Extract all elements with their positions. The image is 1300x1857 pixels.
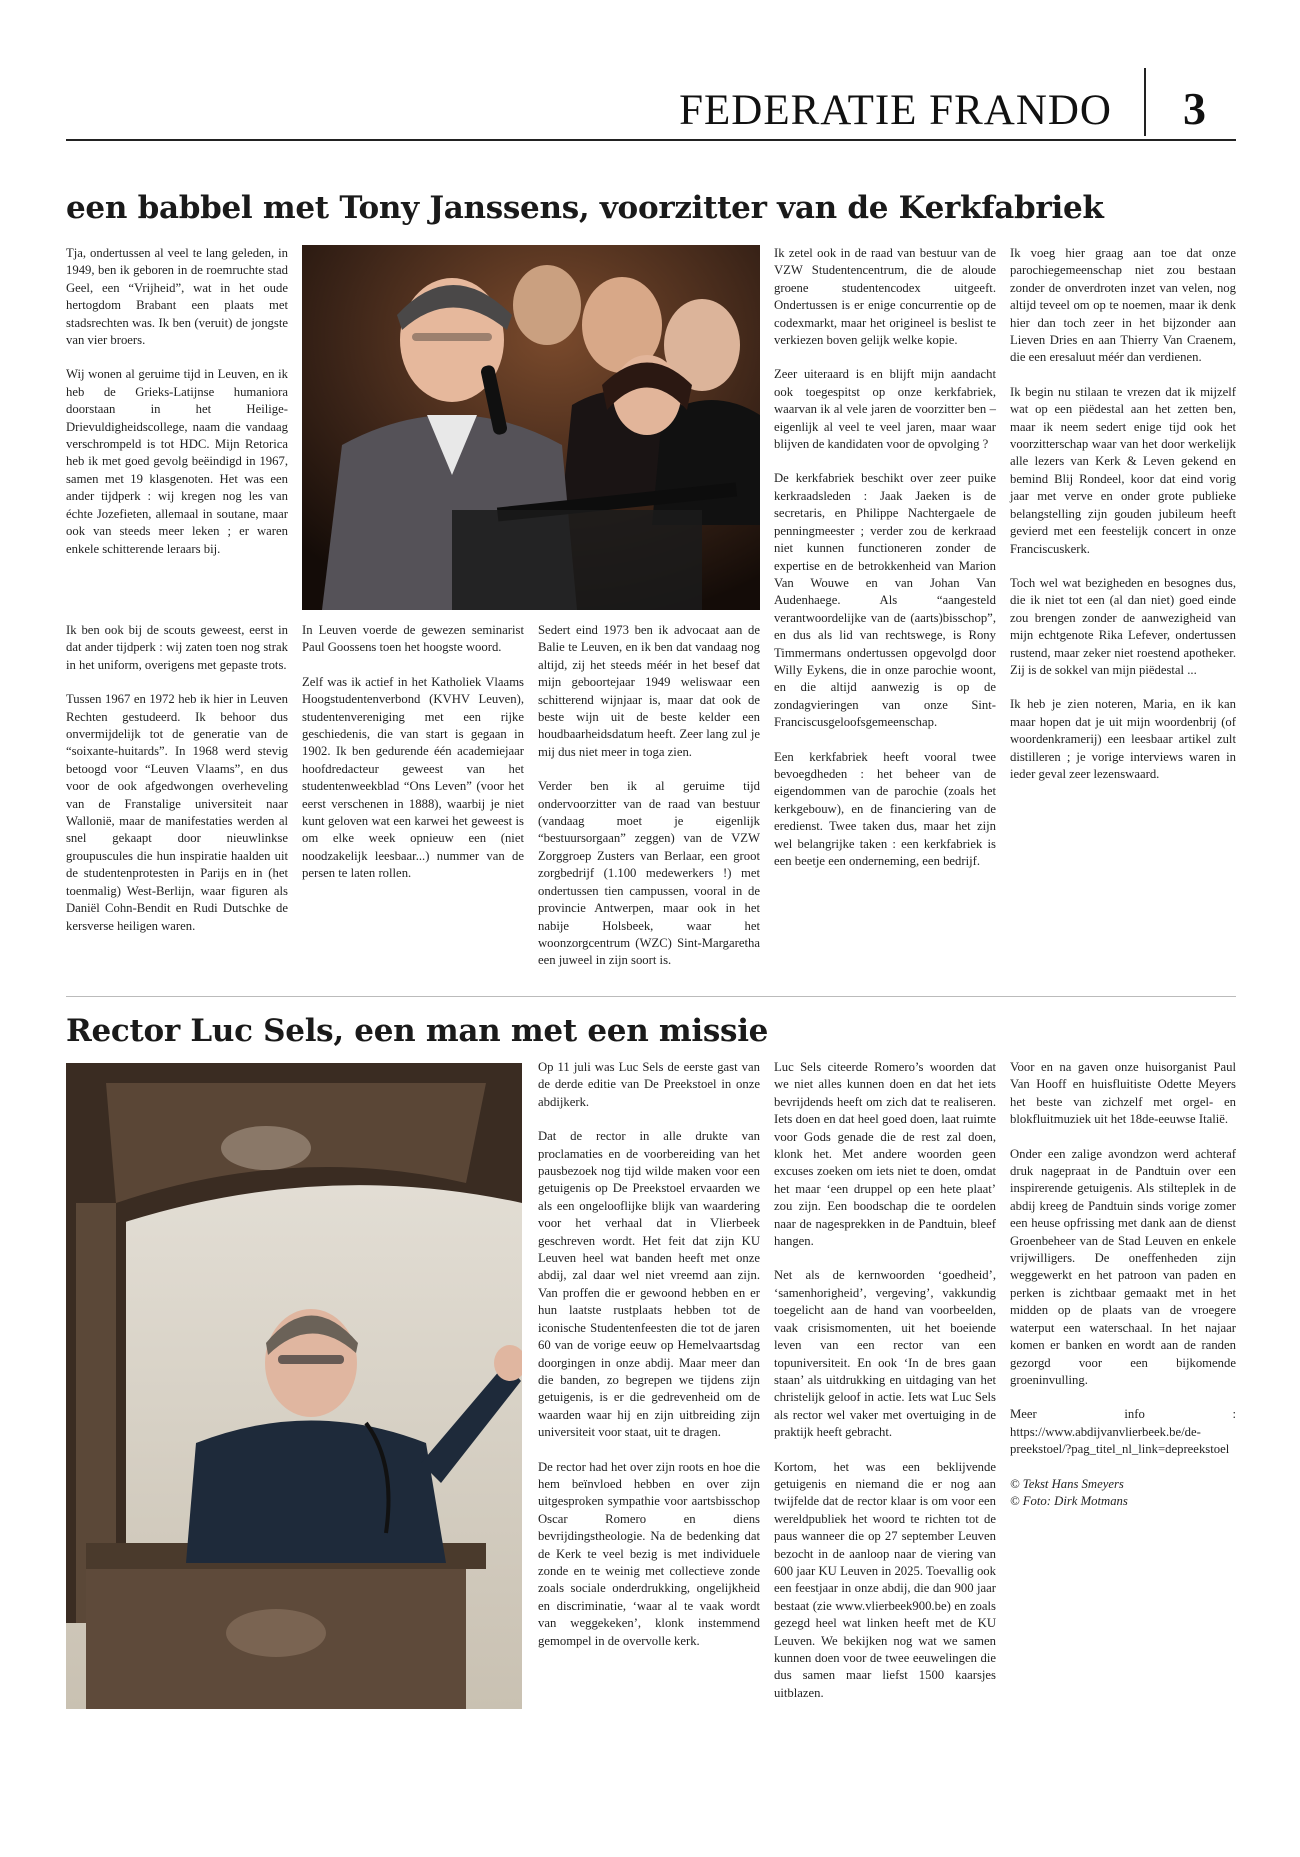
article-1-headline: een babbel met Tony Janssens, voorzitter van de Kerkfabriek [66,190,1104,226]
article-1-column-5 [1010,245,1236,783]
section-divider [66,996,1236,997]
choir-photo-illustration [302,245,760,610]
paragraph: De kerkfabriek beschikt over zeer puike kerkraadsleden : Jaak Jaeken is de secretaris, en Philippe Nachtergaele de penningmeester ; verder zou de kerkraad niet kunnen functioneren zonder de expertise en de betrokkenheid van Marion Van Wouwe en van Johan Van Audenhaege. Als “aangesteld verantwoordelijke van de (aarts)bisschop”, en dus als lid van rechtswege, is Rony Timmermans ondertussen opgevolgd door Willy Eykens, die in onze parochie woont, en die altijd aanwezig is op de zondagvieringen van onze Sint-Franciscusgeloofsgemeenschap. [774,471,996,730]
article-2-column-3 [774,1059,996,1702]
photo-luc-sels-pulpit [66,1063,522,1709]
article-2-headline: Rector Luc Sels, een man met een missie [66,1013,769,1049]
paragraph: Een kerkfabriek heeft vooral twee bevoegdheden : het beheer van de eigendommen van de parochie (zoals het kerkgebouw), en de financiering van de eredienst. Twee taken dus, maar het zijn wel belangrijke taken : een kerkfabriek is een beetje een onderneming, een bedrijf. [774,749,996,868]
article-2-column-2 [538,1059,760,1650]
masthead-divider [1144,68,1146,136]
paragraph: In Leuven voerde de gewezen seminarist Paul Goossens toen het hoogste woord. [302,623,524,655]
paragraph: Onder een zalige avondzon werd achteraf druk nagepraat in de Pandtuin over een inspirerende getuigenis. Als stilteplek in de abdij kreeg de Pandtuin sinds vorige zomer een heuse opfrissing met dank aan de dienst Groenbeheer van de Stad Leuven en enkele vrijwilligers. De oneffenheden zijn weggewerkt en het patroon van paden en perken is zichtbaar gemaakt met in het midden op de plaats van de vroegere waterput een waterschaal. In het najaar komen er banken en wordt aan de randen gezorgd voor een bijkomende groeninvulling. [1010,1146,1236,1387]
paragraph: Wij wonen al geruime tijd in Leuven, en ik heb de Grieks-Latijnse humaniora doorstaan in het Heilige-Drievuldigheidscollege, naam die vandaag verschrompeld is tot HDC. Mijn Retorica heb ik met goed gevolg beëindigd in 1967, samen met 19 klasgenoten. Het was een ander tijdperk : wij kregen nog les van échte Jozefieten, allemaal in soutane, maar ook van steeds meer leken ; er waren enkele schitterende leraars bij. [66,367,288,556]
paragraph: Dat de rector in alle drukte van proclamaties en de voorbereiding van het pausbezoek nog tijd wilde maken voor een getuigenis op De Preekstoel ervaarden we als een ongelooflijke blijk van waardering voor het verhaal dat in Vlierbeek geschreven wordt. Het feit dat zijn KU Leuven heel wat banden heeft met onze abdij, zal daar wel niet vreemd aan zijn. Van proffen die er gewoond hebben en er hun laatste rustplaats hebben tot de iconische Studentenfeesten die tot de jaren 60 van de vorige eeuw op Hemelvaartsdag doorgingen in onze abdij. Maar meer dan die banden, zo begrepen we tijdens zijn getuigenis, is er die gedrevenheid om de waarden waar hij en zijn uitbreiding zijn universiteit voor staat, uit te dragen. [538,1129,760,1440]
photo-tony-janssens-speaking [302,245,760,610]
paragraph: Ik heb je zien noteren, Maria, en ik kan maar hopen dat je uit mijn woordenbrij (of woordenkramerij) een leesbaar artikel zult distilleren ; je vorige interviews waren in ieder geval zeer lezenswaard. [1010,697,1236,781]
masthead-rule [66,139,1236,141]
paragraph: Verder ben ik al geruime tijd ondervoorzitter van de raad van bestuur (vandaag moet je eigenlijk “bestuursorgaan” zeggen) van de VZW Zorggroep Zusters van Berlaar, een groot zorgbedrijf (1.100 medewerkers !) met ondertussen tien campussen, vooral in de provincie Antwerpen, maar ook in het nabije Holsbeek, waar het woonzorgcentrum (WZC) Sint-Margaretha een juweel in zijn soort is. [538,779,760,968]
article-1-column-1-continued [66,622,288,935]
paragraph: Ik ben ook bij de scouts geweest, eerst in dat ander tijdperk : wij zaten toen nog strak in het uniform, overigens met gepaste trots. [66,623,288,672]
photo-credit: © Foto: Dirk Motmans [1010,1493,1128,1508]
paragraph: Sedert eind 1973 ben ik advocaat aan de Balie te Leuven, en ik ben dat vandaag nog altijd, zij het steeds méér in het besef dat mijn geboortejaar 1949 weliswaar een schitterend wijnjaar is, maar dat ook de beste wijn uit de beste kelder een houdbaarheidsdatum heeft. Zeer lang zul je mij dus niet meer in toga zien. [538,623,760,759]
paragraph: Ik voeg hier graag aan toe dat onze parochiegemeenschap niet zou bestaan zonder de onverdroten inzet van velen, nog altijd teveel om op te noemen, maar ik denk hier dan toch zeer in het bijzonder aan Lieven Dries en aan Thierry Van Craenem, die een eresaluut méér dan verdienen. [1010,246,1236,365]
paragraph: Luc Sels citeerde Romero’s woorden dat we niet alles kunnen doen en dat het iets bevrijdends heeft om zich dat te realiseren. Iets doen en dat heel goed doen, laat ruimte voor Gods genade die de rest zal doen, klonk het. Met andere woorden geen excuses zoeken om iets niet te doen, omdat het maar ‘een druppel op een hete plaat’ zou zijn. Een boodschap die te oordelen naar de nagesprekken in de Pandtuin, bleef hangen. [774,1060,996,1249]
paragraph: Ik begin nu stilaan te vrezen dat ik mijzelf wat op een piëdestal aan het zetten ben, maar ik neem sedert enige tijd ook het voorzitterschap waar van het door werkelijk alle lezers van Kerk & Leven gekend en bemind Blij Rondeel, koor dat eind vorig jaar met verve en onder grote publieke belangstelling zijn gouden jubileum heeft gevierd met een feestelijk concert in onze Franciscuskerk. [1010,384,1236,556]
article-1-column-4 [774,245,996,870]
paragraph: Tussen 1967 en 1972 heb ik hier in Leuven Rechten gestudeerd. Ik behoor dus onvermijdelijk tot de generatie van de “soixante-huitards”. In 1968 werd stevig betoogd voor “Leuven Vlaams”, en dus voor de ook afgedwongen overheveling van de Franstalige universiteit naar Wallonië, maar de manifestaties werden al snel gekaapt door nieuwlinkse groupuscules die hun inspiratie haalden uit de studentenprotesten in Parijs en in (het toenmalig) West-Berlijn, waar figuren als Daniël Cohn-Bendit en Rudi Dutschke de kersverse heiligen waren. [66,692,288,933]
paragraph: Op 11 juli was Luc Sels de eerste gast van de derde editie van De Preekstoel in onze abdijkerk. [538,1060,760,1109]
paragraph: Toch wel wat bezigheden en besognes dus, die ik niet tot een (al dan niet) goed einde zou brengen zonder de aanwezigheid van mijn echtgenote Rika Lefever, ondertussen rustend, maar zeker niet roestend apotheker. Zij is de sokkel van mijn piëdestal ... [1010,575,1236,677]
paragraph: De rector had het over zijn roots en hoe die hem beïnvloed hebben en over zijn uitgesproken sympathie voor aartsbisschop Oscar Romero en diens bevrijdingstheologie. Na de bedenking dat de Kerk te veel bezig is met individuele zonde en te weinig met collectieve zonde zoals sociale onderdrukking, ongelijkheid en discriminatie, ‘waar al te vaak wordt van weggekeken’, klonk instemmend gemompel in de overvolle kerk. [538,1459,760,1648]
paragraph: Net als de kernwoorden ‘goedheid’, ‘samenhorigheid’, vergeving’, vakkundig toegelicht aan de hand van voorbeelden, vaak crisismomenten, uit het boeiende leven van een rector van een topuniversiteit. En ook ‘In de bres gaan staan’ als uitdrukking en uitdaging van het christelijk geloof in actie. Iets wat Luc Sels als rector wel vaker met overtuiging in de praktijk heeft gebracht. [774,1268,996,1440]
paragraph: Kortom, het was een beklijvende getuigenis en niemand die er nog aan twijfelde dat de rector klaar is om voor een wereldpubliek het woord te richten tot de paus wanneer die op 27 september Leuven bezocht in de aanloop naar de viering van 600 jaar KU Leuven in 2025. Toevallig ook een feestjaar in onze abdij, die dan 900 jaar bestaat (zie www.vlierbeek900.be) en zoals gezegd heel wat linken heeft met de KU Leuven. We bekijken nog wat we samen kunnen doen voor de twee eeuwelingen die dus samen maar liefst 1500 kaarsjes uitblazen. [774,1459,996,1700]
credits [1010,1476,1236,1511]
more-info-link[interactable]: Meer info : https://www.abdijvanvlierbeek.be/de-preekstoel/?pag_titel_nl_link=depreekstoel [1010,1407,1236,1457]
paragraph: Zelf was ik actief in het Katholiek Vlaams Hoogstudentenverbond (KVHV Leuven), studentenvereniging met een rijke geschiedenis, die van start is gegaan in 1902. Ik ben gedurende één academiejaar hoofdredacteur geweest van het studentenweekblad “Ons Leven” (voor het eerst verschenen in 1888), waarbij je niet kunt geloven wat een karwei het geweest is om elke week opnieuw een (niet noodzakelijk leesbaar...) nummer van de persen te laten rollen. [302,674,524,881]
paragraph: Voor en na gaven onze huisorganist Paul Van Hooff en huisfluitiste Odette Meyers het beste van zichzelf met orgel- en blokfluitmuziek uit het 18de-eeuwse Italië. [1010,1060,1236,1127]
pulpit-photo-illustration [66,1063,522,1709]
paragraph: Ik zetel ook in de raad van bestuur van de VZW Studentencentrum, die de aloude groene studentencodex uitgeeft. Ondertussen is er enige concurrentie op de codexmarkt, maar het origineel is beslist te verkiezen boven gelijk welke kopie. [774,246,996,348]
article-1-column-2 [302,622,524,883]
section-title: FEDERATIE FRANDO [679,87,1112,134]
article-2-column-4 [1010,1059,1236,1510]
paragraph: Zeer uiteraard is en blijft mijn aandacht ook toegespitst op onze kerkfabriek, waarvan ik al vele jaren de voorzitter ben – eigenlijk al veel te veel jaren, maar waar blijven de kandidaten voor de opvolging ? [774,367,996,452]
article-1-column-1 [66,245,288,558]
article-1-column-3 [538,622,760,970]
text-credit: © Tekst Hans Smeyers [1010,1476,1124,1491]
masthead [66,68,1236,142]
paragraph: Tja, ondertussen al veel te lang geleden, in 1949, ben ik geboren in de roemruchte stad Geel, een “Vrijheid”, wat in het oude hertogdom Brabant een plaats met stadsrechten was. Ik ben (veruit) de jongste van vier broers. [66,246,288,348]
page-number: 3 [1183,83,1206,134]
